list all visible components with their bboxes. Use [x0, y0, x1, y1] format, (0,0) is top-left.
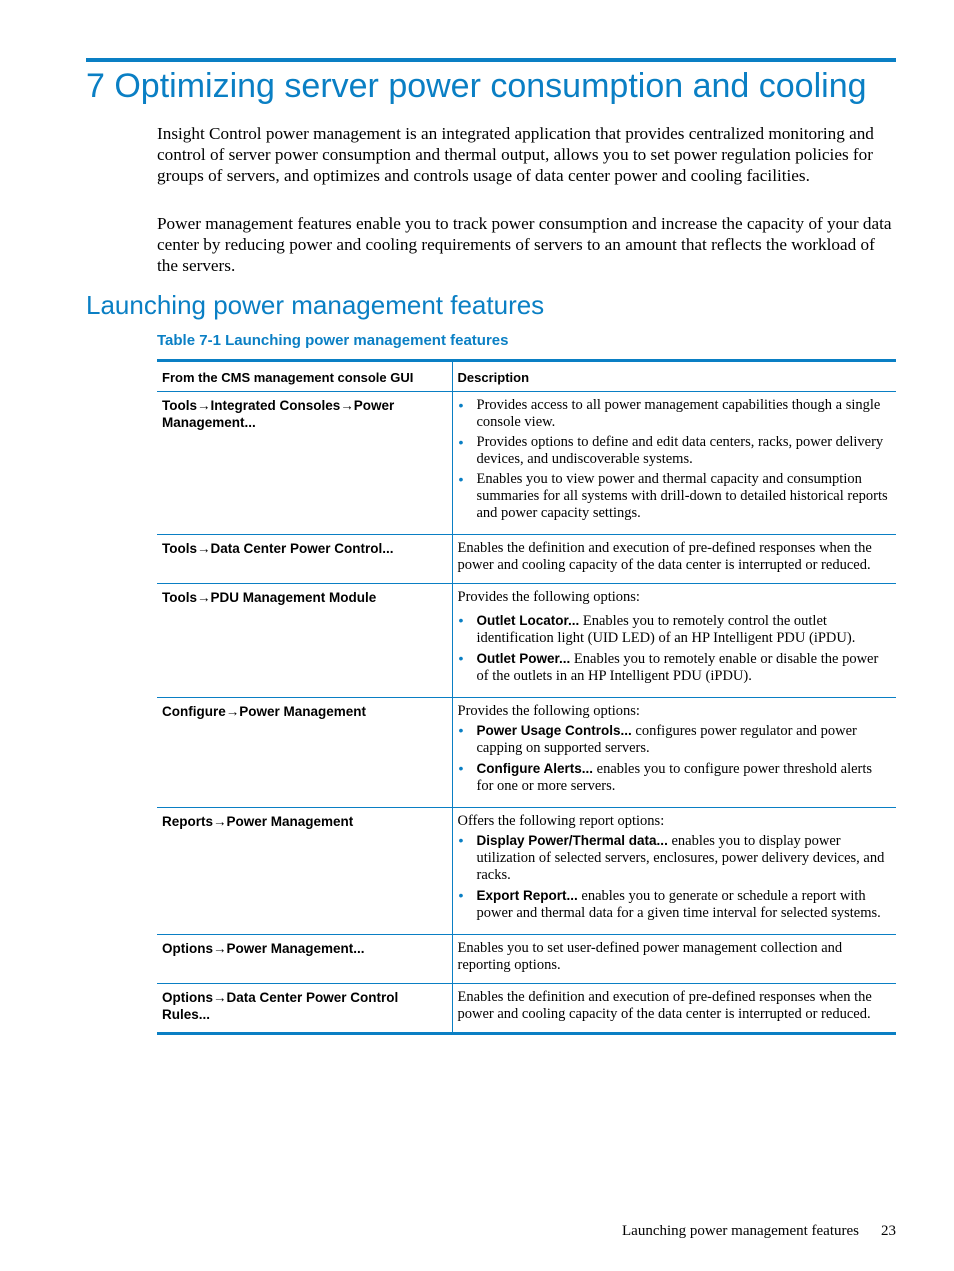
description-text: Enables the definition and execution of pre-defined responses when the power and cooling capacity of the data center is interrupted or reduced. — [457, 989, 872, 1022]
list-item — [458, 434, 892, 468]
description-cell — [452, 698, 896, 808]
menu-path: Configure→Power Management — [157, 698, 452, 808]
description-text: Enables you to set user-defined power management collection and reporting options. — [457, 940, 843, 973]
table-header-row — [157, 361, 896, 392]
bullet-icon: • — [458, 612, 464, 628]
chapter-rule — [86, 58, 896, 62]
bullet-icon: • — [458, 887, 464, 903]
bullet-list — [458, 397, 892, 522]
list-item — [458, 397, 892, 431]
list-item — [458, 760, 892, 795]
table-row — [157, 808, 896, 935]
bullet-icon: • — [458, 650, 464, 666]
menu-path: Options→Data Center Power Control Rules... — [157, 984, 452, 1034]
item-text: Enables you to view power and thermal capacity and consumption summaries for all systems with drill-down to detailed historical reports and power capacity settings. — [476, 471, 888, 521]
option-label: Display Power/Thermal data... — [476, 833, 668, 848]
column-header-description: Description — [452, 361, 896, 392]
description-text: Provides the following options: — [457, 589, 640, 605]
item-text: Provides options to define and edit data centers, racks, power delivery devices, and undiscoverable systems. — [476, 434, 884, 467]
list-item — [458, 471, 892, 522]
description-cell — [452, 392, 896, 535]
bullet-icon: • — [458, 397, 464, 413]
bullet-icon: • — [458, 471, 464, 487]
list-item — [458, 722, 892, 757]
description-text: Offers the following report options: — [457, 813, 665, 829]
bullet-icon: • — [458, 434, 464, 450]
menu-path: Reports→Power Management — [157, 808, 452, 935]
page-footer — [622, 1221, 896, 1241]
list-item — [458, 832, 892, 884]
table-row — [157, 935, 896, 984]
intro-paragraph: Insight Control power management is an integrated application that provides centralized monitoring and control of server power consumption and thermal output, allows you to set power regulation policies for groups of servers, and optimizes and controls usage of data center power and cooling facilities. — [157, 124, 874, 185]
option-label: Export Report... — [476, 888, 578, 903]
bullet-list — [458, 612, 892, 685]
item-text: Provides access to all power management capabilities though a single console view. — [476, 397, 881, 430]
footer-section-title: Launching power management features — [622, 1223, 859, 1239]
list-item — [458, 612, 892, 647]
bullet-icon: • — [458, 832, 464, 848]
description-cell — [452, 984, 896, 1034]
description-cell — [452, 535, 896, 584]
description-cell — [452, 935, 896, 984]
item-text: Enables you to remotely enable or disable the power of the outlets in an HP Intelligent PDU (iPDU). — [476, 651, 879, 684]
menu-path: Tools→Integrated Consoles→Power Management... — [157, 392, 452, 535]
chapter-title: 7 Optimizing server power consumption and cooling — [86, 67, 867, 105]
table-caption: Table 7-1 Launching power management features — [157, 332, 509, 349]
menu-path: Options→Power Management... — [157, 935, 452, 984]
item-text: enables you to configure power threshold alerts for one or more servers. — [476, 761, 873, 794]
table-row — [157, 698, 896, 808]
page-number: 23 — [881, 1223, 896, 1239]
section-title: Launching power management features — [86, 290, 545, 320]
list-item — [458, 650, 892, 685]
description-text: Provides the following options: — [457, 703, 640, 719]
item-text: enables you to generate or schedule a report with power and thermal data for a given time interval for selected systems. — [476, 888, 881, 921]
option-label: Outlet Locator... — [476, 613, 580, 628]
bullet-icon: • — [458, 760, 464, 776]
column-header-command: From the CMS management console GUI — [157, 361, 452, 392]
item-text: Enables you to remotely control the outlet identification light (UID LED) of an HP Intelligent PDU (iPDU). — [476, 613, 856, 646]
option-label: Power Usage Controls... — [476, 723, 632, 738]
table-row — [157, 984, 896, 1034]
table-row — [157, 535, 896, 584]
intro-paragraph: Power management features enable you to track power consumption and increase the capacity of your data center by reducing power and cooling requirements of servers to an amount that reflects the workload of the servers. — [157, 214, 892, 275]
table-row — [157, 584, 896, 698]
item-text: configures power regulator and power capping on supported servers. — [476, 723, 857, 756]
bullet-list — [458, 722, 892, 795]
bullet-list — [458, 832, 892, 922]
option-label: Configure Alerts... — [476, 761, 594, 776]
item-text: enables you to display power utilization of selected servers, enclosures, power delivery devices, and racks. — [476, 833, 885, 883]
description-text: Enables the definition and execution of pre-defined responses when the power and cooling capacity of the data center is interrupted or reduced. — [457, 540, 872, 573]
table-row — [157, 392, 896, 535]
menu-path: Tools→PDU Management Module — [157, 584, 452, 698]
description-cell — [452, 808, 896, 935]
option-label: Outlet Power... — [476, 651, 571, 666]
menu-path: Tools→Data Center Power Control... — [157, 535, 452, 584]
description-cell — [452, 584, 896, 698]
features-table — [157, 359, 896, 1035]
list-item — [458, 887, 892, 922]
bullet-icon: • — [458, 722, 464, 738]
